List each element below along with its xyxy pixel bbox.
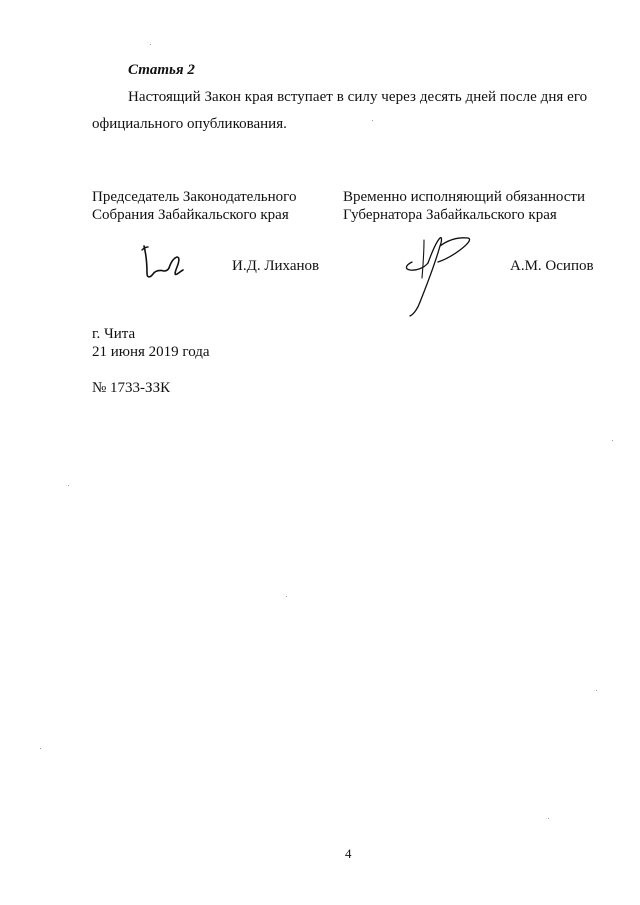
scan-speck	[548, 818, 549, 819]
left-signatory-title	[92, 188, 296, 224]
right-signatory-title	[343, 188, 585, 224]
right-signatory-name: А.М. Осипов	[510, 258, 594, 274]
scan-speck	[150, 44, 151, 45]
scan-speck	[372, 120, 373, 121]
scan-speck	[68, 485, 69, 486]
place: г. Чита	[92, 326, 136, 342]
document-number: № 1733-ЗЗК	[92, 380, 171, 396]
scan-speck	[40, 748, 41, 749]
right-handwritten-signature	[398, 232, 488, 320]
date: 21 июня 2019 года	[92, 344, 210, 360]
left-signatory-name: И.Д. Лиханов	[232, 258, 320, 274]
article-paragraph-line-2: официального опубликования.	[92, 116, 287, 132]
left-signatory-title-line-1: Председатель Законодательного	[92, 189, 297, 205]
right-signatory-title-line-2: Губернатора Забайкальского края	[343, 207, 557, 223]
article-paragraph-line-1: Настоящий Закон края вступает в силу через десять дней после дня его	[128, 89, 588, 105]
article-title: Статья 2	[128, 62, 195, 78]
right-signatory-title-line-1: Временно исполняющий обязанности	[343, 189, 586, 205]
left-handwritten-signature	[138, 240, 188, 282]
left-signatory-title-line-2: Собрания Забайкальского края	[92, 207, 289, 223]
scan-speck	[286, 596, 287, 597]
place-and-date	[92, 325, 210, 361]
scan-speck	[612, 440, 613, 441]
page-number: 4	[345, 846, 352, 861]
scan-speck	[596, 690, 597, 691]
